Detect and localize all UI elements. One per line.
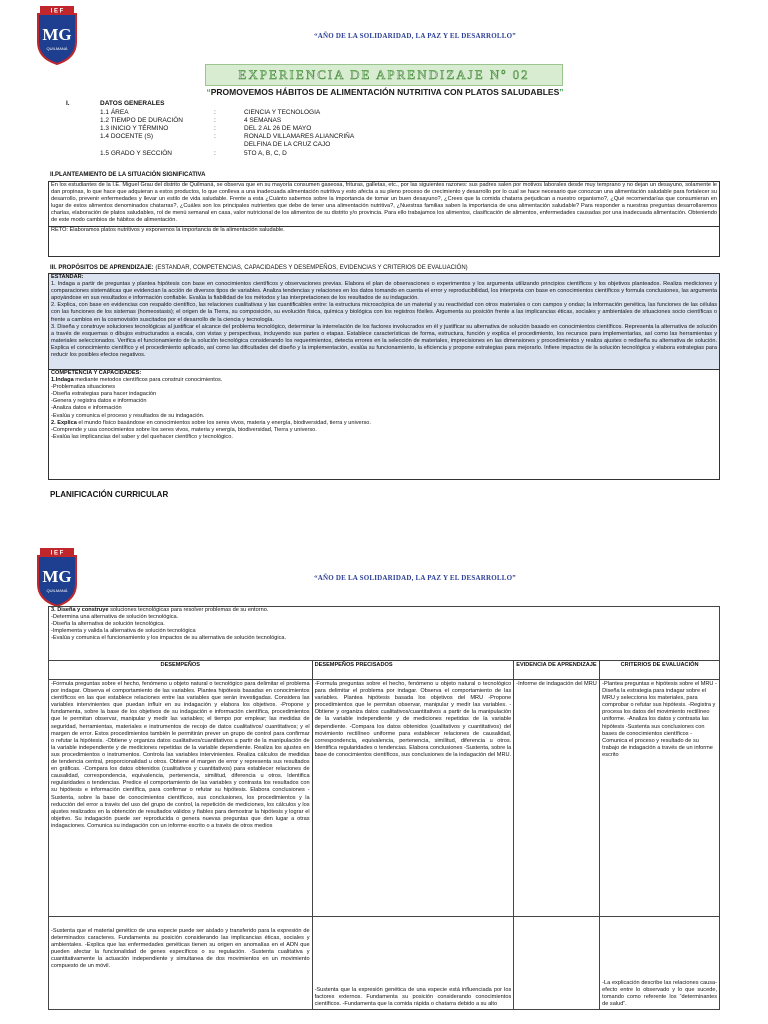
school-logo bbox=[34, 548, 80, 608]
table-row bbox=[49, 680, 720, 917]
precisados-cell: -Sustenta que la expresión genética de una especie está influenciada por los factores externos. Fundamenta su posición considerando conocimientos científicos. -Fundamenta que la comida rápida o chatarra debido a su alto bbox=[312, 917, 514, 1010]
datos-row: 1.2 TIEMPO DE DURACIÓN : 4 SEMANAS bbox=[100, 117, 282, 124]
competencia-box bbox=[48, 370, 720, 480]
logo-letters: MG bbox=[42, 567, 72, 586]
criterios-cell: -La explicación describe las relaciones causa-efecto entre lo observado y lo que sucede, tomando como referente los “determinantes de salud”. bbox=[600, 917, 720, 1010]
competencia-item: -Evalúa y comunica el proceso y resultados de su indagación. bbox=[51, 412, 205, 419]
page-2 bbox=[0, 540, 768, 600]
competencia-item: -Genera y registra datos e información bbox=[51, 398, 147, 405]
school-logo bbox=[34, 6, 80, 66]
datos-value: 5TO A, B, C, D bbox=[244, 150, 287, 157]
datos-row: 1.5 GRADO Y SECCIÓN : 5TO A, B, C, D bbox=[100, 150, 287, 157]
datos-value: 4 SEMANAS bbox=[244, 117, 282, 124]
datos-value: DELFINA DE LA CRUZ CAJO bbox=[244, 141, 331, 148]
datos-row: 1.1 ÁREA : CIENCIA Y TECNOLOGIA bbox=[100, 109, 321, 116]
propositos-heading-rest: (ESTANDAR, COMPETENCIAS, CAPACIDADES Y DESEMPEÑOS, EVIDENCIAS Y CRITERIOS DE EVALUACIÓN) bbox=[153, 265, 468, 271]
desempenos-cell: -Formula preguntas sobre el hecho, fenómeno u objeto natural o tecnológico para delimitar el problema por indagar. Observa el comportamiento de las variables. Plantea hipótesis basadas en conocimientos científicos en las que establece relaciones entre las variables que serán investigadas. Considera las variables intervinientes que puedan influir en su indagación y elabora los objetivos. -Propone y fundamenta, sobre la base de los objetivos de su indagación e información científica, procedimientos que le permitan observar, manipular y medir las variables; el tiempo por emplear; las medidas de seguridad, herramientas, materiales e instrumentos de recojo de datos cualitativos/ cuantitativos; y el margen de error. Estos procedimientos también le permitirán prever un grupo de control para confirmar o refutar la hipótesis. -Obtiene y organiza datos cualitativos/cuantitativos a partir de la manipulación de la variable independiente y de mediciones repetidas de la variable dependiente. Realiza los ajustes en sus procedimientos o instrumentos. Controla las variables intervinientes. Realiza cálculos de medidas de tendencia central, proporcionalidad u otros. Obtiene el margen de error y representa sus resultados en gráficas. -Compara los datos obtenidos (cualitativos y cuantitativos) para establecer relaciones de causalidad, correspondencia, equivalencia, pertenencia, similitud, diferencia u otros. Identifica regularidades o tendencias. Predice el comportamiento de las variables y contrasta los resultados con su hipótesis e información científica, para confirmar o refutar su hipótesis. Elabora conclusiones -Sustenta, sobre la base de conocimientos científicos, sus conclusiones, los procedimientos y la reducción del error a través del uso del grupo de control, la repetición de mediciones, los cálculos y los ajustes realizados en la obtención de resultados válidos y fiables para demostrar la hipótesis y lograr el objetivo. Su indagación puede ser reproducida o genera nuevas preguntas que den lugar a otras indagaciones. Comunica su indagación con un informe escrito o a través de otros medios bbox=[49, 680, 313, 917]
situacion-heading: II.PLANTEAMIENTO DE LA SITUACIÓN SIGNIFICATIVA bbox=[50, 172, 206, 178]
evidencia-cell bbox=[514, 917, 600, 1010]
estandar-item: 1. Indaga a partir de preguntas y plantea hipótesis con base en conocimientos científicos y observaciones previas. Elabora el plan de observaciones o experimentos y los argumenta utilizando principios científicos y los objetivos planteados. Realiza mediciones y comparaciones sistemáticas que evidencian la acción de diversos tipos de variables. Analiza tendencias y relaciones en los datos tomando en cuenta el error y reproducibilidad, los interpreta con base en conocimientos científicos y formula conclusiones, las argumenta apoyándose en sus resultados e información confiable. Evalúa la fiabilidad de los métodos y las interpretaciones de los resultados de su indagación. bbox=[51, 281, 717, 302]
datos-heading: DATOS GENERALES bbox=[100, 100, 165, 107]
subtitle-text: PROMOVEMOS HÁBITOS DE ALIMENTACIÓN NUTRITIVA CON PLATOS SALUDABLES bbox=[210, 87, 560, 97]
logo-letters: MG bbox=[42, 25, 72, 44]
competencia3-box bbox=[48, 606, 720, 660]
datos-row: 1.4 DOCENTE (S) : RONALD VILLAMARES ALIANCRIÑA bbox=[100, 133, 355, 140]
planificacion-heading: PLANIFICACIÓN CURRICULAR bbox=[50, 490, 169, 499]
criterios-cell: -Plantea preguntas e hipótesis sobre el MRU -Diseña la estrategia para indagar sobre el MRU y selecciona los materiales, para comprobar o refutar sus hipótesis. -Registra y procesa los datos del movimiento rectilíneo uniforme. -Analiza los datos y contrasta las hipótesis -Sustenta sus conclusiones con bases de conocimientos científicos -Comunica el proceso y resultado de su trabajo de indagación a través de un informe escrito bbox=[600, 680, 720, 917]
desempenos-cell: -Sustenta que el material genético de una especie puede ser aislado y transferido para la expresión de determinados caracteres. Fundamenta su posición considerando las implicancias éticas, sociales y ambientales. -Explica que las enfermedades genéticas tienen su origen en anomalías en el ADN que pueden afectar la funcionalidad de genes específicos o su regulación. -Sustenta cualitativa y cuantitativamente la actuación independiente y simultanea de dos movimientos en un movimiento compuesto de un móvil. bbox=[49, 917, 313, 1010]
competencia-item: -Evalúa las implicancias del saber y del quehacer científico y tecnológico. bbox=[51, 433, 233, 440]
col-desempenos-precisados: DESEMPEÑOS PRECISADOS bbox=[312, 661, 514, 680]
col-criterios: CRITERIOS DE EVALUACIÓN bbox=[600, 661, 720, 680]
competencia-item: -Evalúa y comunica el funcionamiento y los impactos de su alternativa de solución tecnológica. bbox=[51, 635, 287, 642]
propositos-heading-bold: III. PROPÓSITOS DE APRENDIZAJE: bbox=[50, 265, 154, 271]
competencia-item: -Diseña la alternativa de solución tecnológica. bbox=[51, 621, 165, 628]
estandar-box bbox=[48, 273, 720, 370]
estandar-label: ESTANDAR: bbox=[51, 274, 84, 280]
reto-text: RETO: Elaboramos platos nutritivos y exponemos la importancia de la alimentación saludable. bbox=[51, 226, 285, 233]
experience-banner bbox=[205, 64, 563, 86]
logo-caption: QUILMANÁ bbox=[46, 46, 68, 51]
table-header-row bbox=[49, 661, 720, 680]
evidencia-cell: -Informe de indagación del MRU bbox=[514, 680, 600, 917]
datos-value: CIENCIA Y TECNOLOGIA bbox=[244, 109, 321, 116]
precisados-cell: -Formula preguntas sobre el hecho, fenómeno u objeto natural o tecnológico para delimitar el problema por indagar. Observa el comportamiento de las variables. Plantea hipótesis basada los objetivos del MRU -Propone procedimientos que le permitan observar, manipular y medir las variables. -Obtiene y organiza datos cualitativos/cuantitativos a partir de la manipulación de la variable independiente y de mediciones repetidas de la variable dependiente. -Compara los datos obtenidos (cualitativos y cuantitativos) del movimiento rectilíneo uniforme para establecer relaciones de causalidad, correspondencia, equivalencia, pertenencia, similitud, diferencia u otros. Identifica regularidades o tendencias. Elabora conclusiones -Sustenta, sobre la base de conocimientos científicos, sus conclusiones de la indagación del MRU. bbox=[312, 680, 514, 917]
experience-subtitle: “PROMOVEMOS HÁBITOS DE ALIMENTACIÓN NUTRITIVA CON PLATOS SALUDABLES” bbox=[206, 87, 564, 97]
planificacion-table bbox=[48, 660, 720, 1010]
datos-value: RONALD VILLAMARES ALIANCRIÑA bbox=[244, 133, 355, 140]
competencia-item: 3. Diseña y construye soluciones tecnológicas para resolver problemas de su entorno. bbox=[51, 607, 269, 613]
competencia-item: -Diseña estrategias para hacer indagación bbox=[51, 391, 157, 398]
competencia-item: -Implementa y valida la alternativa de solución tecnológica bbox=[51, 628, 196, 635]
datos-label: 1.5 GRADO Y SECCIÓN bbox=[100, 150, 173, 157]
datos-value: DEL 2 AL 26 DE MAYO bbox=[244, 125, 312, 132]
datos-label: 1.2 TIEMPO DE DURACIÓN bbox=[100, 117, 183, 124]
datos-row: 1.3 INICIO Y TÉRMINO : DEL 2 AL 26 DE MAYO bbox=[100, 125, 312, 132]
logo-top: I E F bbox=[50, 8, 64, 15]
col-desempenos: DESEMPEÑOS bbox=[49, 661, 313, 680]
competencia-item: 2. Explica el mundo físico basándose en conocimientos sobre los seres vivos, materia y energía, biodiversidad, tierra y universo. bbox=[51, 419, 371, 426]
table-row bbox=[49, 917, 720, 1010]
col-evidencia: EVIDENCIA DE APRENDIZAJE bbox=[514, 661, 600, 680]
datos-numeral: I. bbox=[66, 100, 70, 107]
logo-top: I E F bbox=[50, 550, 64, 557]
datos-label: 1.3 INICIO Y TÉRMINO bbox=[100, 125, 169, 132]
experience-title: EXPERIENCIA DE APRENDIZAJE Nº 02 bbox=[238, 67, 530, 82]
competencia-item: -Problematiza situaciones bbox=[51, 384, 116, 391]
competencia-item: -Determina una alternativa de solución tecnológica. bbox=[51, 614, 179, 621]
datos-label: 1.4 DOCENTE (S) bbox=[100, 133, 154, 140]
motto: “AÑO DE LA SOLIDARIDAD, LA PAZ Y EL DESARROLLO” bbox=[314, 574, 516, 582]
competencia-item: -Comprende y usa conocimientos sobre los seres vivos, materia y energía, biodiversidad, Tierra y universo. bbox=[51, 426, 317, 433]
datos-label: 1.1 ÁREA bbox=[100, 109, 129, 116]
logo-caption: QUILMANÁ bbox=[46, 588, 68, 593]
competencia-item: 1.Indaga mediante metodos científicos para construir conocimientos. bbox=[51, 377, 223, 384]
estandar-item: 3. Diseña y construye soluciones tecnológicas al justificar el alcance del problema tecnológico, determinar la interrelación de los factores involucrados en él y justificar su alternativa de solución basado en conocimientos científicos. Representa la alternativa de solución a través de esquemas o dibujos estructurados a escala, con vistas y perspectivas, incluyendo sus partes o etapas. Establece características de forma, estructura, función y explica el procedimiento, los recursos para implementarlas, así como las herramientas y materiales seleccionados. Verifica el funcionamiento de la solución tecnológica considerando los requerimientos, detecta errores en la selección de materiales, imprecisiones en las dimensiones y procedimientos y realiza ajustes o rediseña su alternativa de solución. Explica el conocimiento científico y el procedimiento aplicado, así como las dificultades del diseño y la implementación, evalúa su funcionamiento, la eficiencia y propone estrategias para mejorarlo. Infiere impactos de la solución tecnológica y elabora estrategias para reducir los posibles efectos negativos. bbox=[51, 323, 717, 359]
competencia-item: -Analiza datos e información bbox=[51, 405, 122, 412]
motto: “AÑO DE LA SOLIDARIDAD, LA PAZ Y EL DESARROLLO” bbox=[314, 32, 516, 40]
datos-generales bbox=[66, 100, 386, 160]
estandar-item: 2. Explica, con base en evidencias con respaldo científico, las relaciones cualitativas y las cuantificables entre: la estructura microscópica de un material y su reactividad con otros materiales o con campos y ondas; la información genética, las funciones de las células con las funciones de los sistemas (homeostasis); el origen de la Tierra, su composición, su evolución física, química y biológica con los registros fósiles. Argumenta su posición frente a las implicancias éticas, sociales y ambientales de situaciones socio científicas o frente a cambios en la cosmovisión suscitados por el desarrollo de la ciencia y tecnología. bbox=[51, 302, 717, 323]
propositos-heading bbox=[50, 265, 468, 271]
competencia-label: COMPETENCIA Y CAPACIDADES: bbox=[51, 370, 142, 376]
situacion-text: En los estudiantes de la I.E. Miguel Grau del distrito de Quilmaná, se observa que en su mayoría consumen gaseosa, frituras, galletas, etc., por las siguientes razones: sus padres salen por motivos laborales desde muy temprano y no dejan un desayuno, solamente le dan propinas, lo que hace que adquieran a estos productos, lo que conlleva a una inadecuada alimentación nutritiva y esto afecta a su pleno proceso de crecimiento y desarrollo por lo cual se hace necesario que conozcan una alimentación saludable para fortalecer su desarrollo, prevenir enfermedades y llevar un estilo de vida saludable. Frente a esta ¿Cuánto sabemos sobre la importancia de tomar un buen desayuno?, ¿Crees que la comida chatarra perjudican a nuestro organismo?, ¿Qué recomendarías que consumieran en lugar de estos alimentos denominados chatarras?, ¿Cuáles son los principales nutrientes que debe de tener una alimentación nutritiva?, ¿Nuestras familias saben la importancia de una alimentación saludable? Para responder a nuestras preguntas desarrollaremos charlas, elaboración de platos saludables, rol de menú semanal en casa, valor nutricional de los alimentos de su distrito y/o provincia. Para ello trabajamos los alimentos, clasificación de alimentos, enfermedades causadas por una inadecuada alimentación. Obteniendo de este modo cambios de hábitos de alimentación. bbox=[51, 182, 717, 224]
situacion-box bbox=[48, 181, 720, 257]
